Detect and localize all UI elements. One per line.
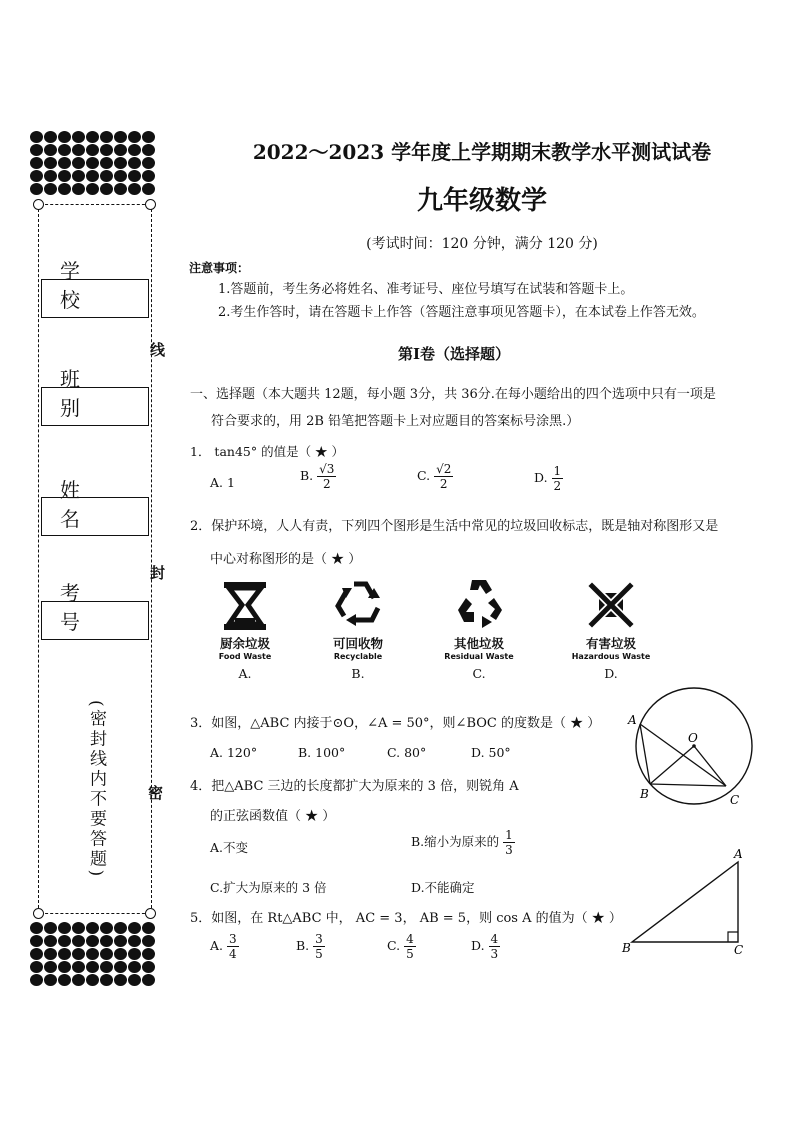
question-3-stem: 3．如图，△ABC 内接于⊙O，∠A = 50°，则∠BOC 的度数是（ ★ ） xyxy=(190,716,601,731)
notice-heading: 注意事项： xyxy=(189,261,250,275)
q1-option-a: A. 1 xyxy=(210,475,235,490)
q5-d-fraction xyxy=(489,932,501,961)
q1-option-d xyxy=(534,464,563,493)
binding-dot xyxy=(100,935,113,947)
q5-c-label: C. xyxy=(387,938,401,953)
right-triangle-figure xyxy=(618,846,758,958)
binding-dot xyxy=(44,961,57,973)
binding-dot xyxy=(58,948,71,960)
binding-dot xyxy=(128,961,141,973)
q5-option-c xyxy=(387,932,416,961)
circle-label-c: C xyxy=(730,793,740,807)
q5-b-label: B. xyxy=(296,938,310,953)
q5-option-b xyxy=(296,932,325,961)
binding-dot xyxy=(86,974,99,986)
side-word-feng: 封 xyxy=(150,564,166,582)
circle-label-o: O xyxy=(688,731,698,745)
binding-dot xyxy=(58,961,71,973)
section-intro-line1: 一、选择题（本大题共 12题，每小题 3分，共 36分.在每小题给出的四个选项中只有一项是 xyxy=(190,387,716,402)
q1-c-denominator: 2 xyxy=(439,477,448,491)
q5-c-numerator: 4 xyxy=(406,932,414,946)
q5-a-fraction xyxy=(227,932,239,961)
question-2-stem-line1: 2．保护环境，人人有责，下列四个图形是生活中常见的垃圾回收标志，既是轴对称图形又是 xyxy=(190,519,719,534)
binding-dot xyxy=(72,961,85,973)
exam-number-input-box[interactable] xyxy=(41,601,149,640)
binding-dot xyxy=(100,922,113,934)
q5-option-d xyxy=(471,932,500,961)
recyclable-icon xyxy=(332,576,388,630)
q5-d-numerator: 4 xyxy=(490,932,499,946)
q4-option-b-text: B.缩小为原来的 xyxy=(411,834,500,849)
icon-a-en: Food Waste xyxy=(218,652,272,661)
seal-note-vertical: (密封线内不要答题) xyxy=(86,700,106,880)
icon-b-en: Recyclable xyxy=(333,652,383,661)
binding-dot xyxy=(114,922,127,934)
binding-dot xyxy=(128,935,141,947)
circle-label-b: B xyxy=(640,787,649,801)
icon-c-zh: 其他垃圾 xyxy=(453,636,504,651)
binding-dot xyxy=(86,961,99,973)
binding-dot xyxy=(114,961,127,973)
binding-dot xyxy=(142,961,155,973)
icon-d-option: D. xyxy=(604,666,618,681)
triangle-label-c: C xyxy=(734,943,744,957)
q4-option-c: C.扩大为原来的 3 倍 xyxy=(210,880,327,895)
subject-title: 九年级数学 xyxy=(416,186,547,216)
circle-figure xyxy=(622,686,762,820)
section-title: 第Ⅰ卷（选择题） xyxy=(398,345,511,363)
icon-c-en: Residual Waste xyxy=(444,652,514,661)
question-1-stem: 1． tan45° 的值是（ ★ ） xyxy=(190,444,345,459)
binding-dot xyxy=(100,948,113,960)
q5-a-denominator: 4 xyxy=(229,947,237,961)
q5-option-a xyxy=(210,932,239,961)
q4-option-b-fraction xyxy=(503,828,515,857)
icon-caption-b xyxy=(303,634,413,681)
q5-a-label: A. xyxy=(210,938,224,953)
binding-dot xyxy=(114,935,127,947)
side-word-mi: 密 xyxy=(148,784,164,802)
binding-dot xyxy=(44,948,57,960)
binding-dot xyxy=(30,974,43,986)
residual-waste-icon xyxy=(452,576,508,630)
q5-c-fraction xyxy=(404,932,416,961)
q1-option-d-label: D. xyxy=(534,470,548,485)
q1-option-b-label: B. xyxy=(300,468,314,483)
binding-dot xyxy=(72,974,85,986)
q5-d-denominator: 3 xyxy=(490,947,499,961)
binding-dot xyxy=(30,935,43,947)
icon-a-option: A. xyxy=(238,666,252,681)
q3-option-d: D. 50° xyxy=(471,745,511,760)
binding-dot xyxy=(114,948,127,960)
binding-dot xyxy=(44,922,57,934)
food-waste-icon xyxy=(222,580,268,632)
binding-dot xyxy=(44,935,57,947)
binding-dot xyxy=(128,974,141,986)
q1-d-numerator: 1 xyxy=(553,464,562,478)
binding-dot xyxy=(30,961,43,973)
icon-d-zh: 有害垃圾 xyxy=(585,636,636,651)
icon-caption-a xyxy=(190,634,300,681)
binding-dot xyxy=(58,935,71,947)
ring-bottom-left xyxy=(33,908,44,919)
notice-item-1: 1.答题前，考生务必将姓名、准考证号、座位号填写在试装和答题卡上。 xyxy=(218,282,634,297)
school-input-box[interactable] xyxy=(41,279,149,318)
binding-dots-bottom xyxy=(30,922,156,987)
binding-dot xyxy=(142,948,155,960)
binding-dot xyxy=(86,948,99,960)
triangle-label-b: B xyxy=(622,941,631,955)
q4-option-b xyxy=(411,828,515,857)
binding-dot xyxy=(142,922,155,934)
section-intro-line2: 符合要求的，用 2B 铅笔把答题卡上对应题目的答案标号涂黑.） xyxy=(211,414,580,429)
q5-a-numerator: 3 xyxy=(229,932,237,946)
seal-line-bottom xyxy=(40,913,150,914)
binding-dot xyxy=(142,974,155,986)
field-label-exam-number: 考 号 xyxy=(60,581,108,634)
q1-option-b-fraction xyxy=(317,462,336,491)
binding-dot xyxy=(44,974,57,986)
binding-dot xyxy=(58,922,71,934)
q4-option-a: A.不变 xyxy=(210,840,249,855)
field-label-name: 姓 名 xyxy=(60,478,108,531)
question-4-stem-line1: 4．把△ABC 三边的长度都扩大为原来的 3 倍，则锐角 A xyxy=(190,779,519,794)
q5-b-denominator: 5 xyxy=(315,947,323,961)
binding-dot xyxy=(128,948,141,960)
binding-dot xyxy=(30,948,43,960)
q3-option-a: A. 120° xyxy=(210,745,258,760)
icon-b-option: B. xyxy=(351,666,365,681)
binding-dot xyxy=(100,961,113,973)
q4-option-d: D.不能确定 xyxy=(411,880,475,895)
q5-b-numerator: 3 xyxy=(315,932,323,946)
question-2-stem-line2: 中心对称图形的是（ ★ ） xyxy=(210,552,362,567)
binding-dot xyxy=(100,974,113,986)
q1-option-b xyxy=(300,462,336,491)
q1-b-numerator: √3 xyxy=(319,462,335,476)
q1-option-d-fraction xyxy=(552,464,564,493)
side-word-xian: 线 xyxy=(150,341,166,359)
q1-c-numerator: √2 xyxy=(436,462,452,476)
question-5-stem: 5．如图，在 Rt△ABC 中， AC = 3， AB = 5，则 cos A 的值为（ ★ ） xyxy=(190,911,622,926)
q5-b-fraction xyxy=(313,932,325,961)
q3-option-c: C. 80° xyxy=(387,745,427,760)
binding-dot xyxy=(86,922,99,934)
q1-option-c xyxy=(417,462,453,491)
binding-dot xyxy=(72,948,85,960)
notice-item-2: 2.考生作答时，请在答题卡上作答（答题注意事项见答题卡），在本试卷上作答无效。 xyxy=(218,305,705,320)
binding-dot xyxy=(72,922,85,934)
binding-dot xyxy=(114,974,127,986)
icon-a-zh: 厨余垃圾 xyxy=(219,636,270,651)
q1-d-denominator: 2 xyxy=(553,479,562,493)
field-label-school: 学 校 xyxy=(60,259,108,312)
icon-caption-d xyxy=(556,634,666,681)
icon-c-option: C. xyxy=(472,666,486,681)
triangle-label-a: A xyxy=(734,847,743,861)
icon-b-zh: 可回收物 xyxy=(332,636,383,651)
exam-title: 2022～2023 学年度上学期期末教学水平测试试卷 xyxy=(252,140,712,164)
q3-option-b: B. 100° xyxy=(298,745,346,760)
exam-info: (考试时间：120 分钟，满分 120 分) xyxy=(366,236,598,252)
q1-option-c-label: C. xyxy=(417,468,431,483)
q1-option-c-fraction xyxy=(434,462,453,491)
q5-d-label: D. xyxy=(471,938,485,953)
q4-b-numerator: 1 xyxy=(505,828,513,842)
class-input-box[interactable] xyxy=(41,387,149,426)
ring-bottom-right xyxy=(145,908,156,919)
question-4-stem-line2: 的正弦函数值（ ★ ） xyxy=(210,809,336,824)
q4-b-denominator: 3 xyxy=(505,843,513,857)
q1-b-denominator: 2 xyxy=(322,477,331,491)
binding-dot xyxy=(30,922,43,934)
field-label-class: 班 别 xyxy=(60,367,108,420)
icon-d-en: Hazardous Waste xyxy=(571,652,651,661)
binding-dot xyxy=(58,974,71,986)
binding-dot xyxy=(142,935,155,947)
circle-label-a: A xyxy=(628,713,637,727)
icon-caption-c xyxy=(424,634,534,681)
name-input-box[interactable] xyxy=(41,497,149,536)
binding-dot xyxy=(128,922,141,934)
binding-dot xyxy=(72,935,85,947)
q5-c-denominator: 5 xyxy=(406,947,414,961)
hazardous-waste-icon xyxy=(588,582,634,628)
binding-dot xyxy=(86,935,99,947)
